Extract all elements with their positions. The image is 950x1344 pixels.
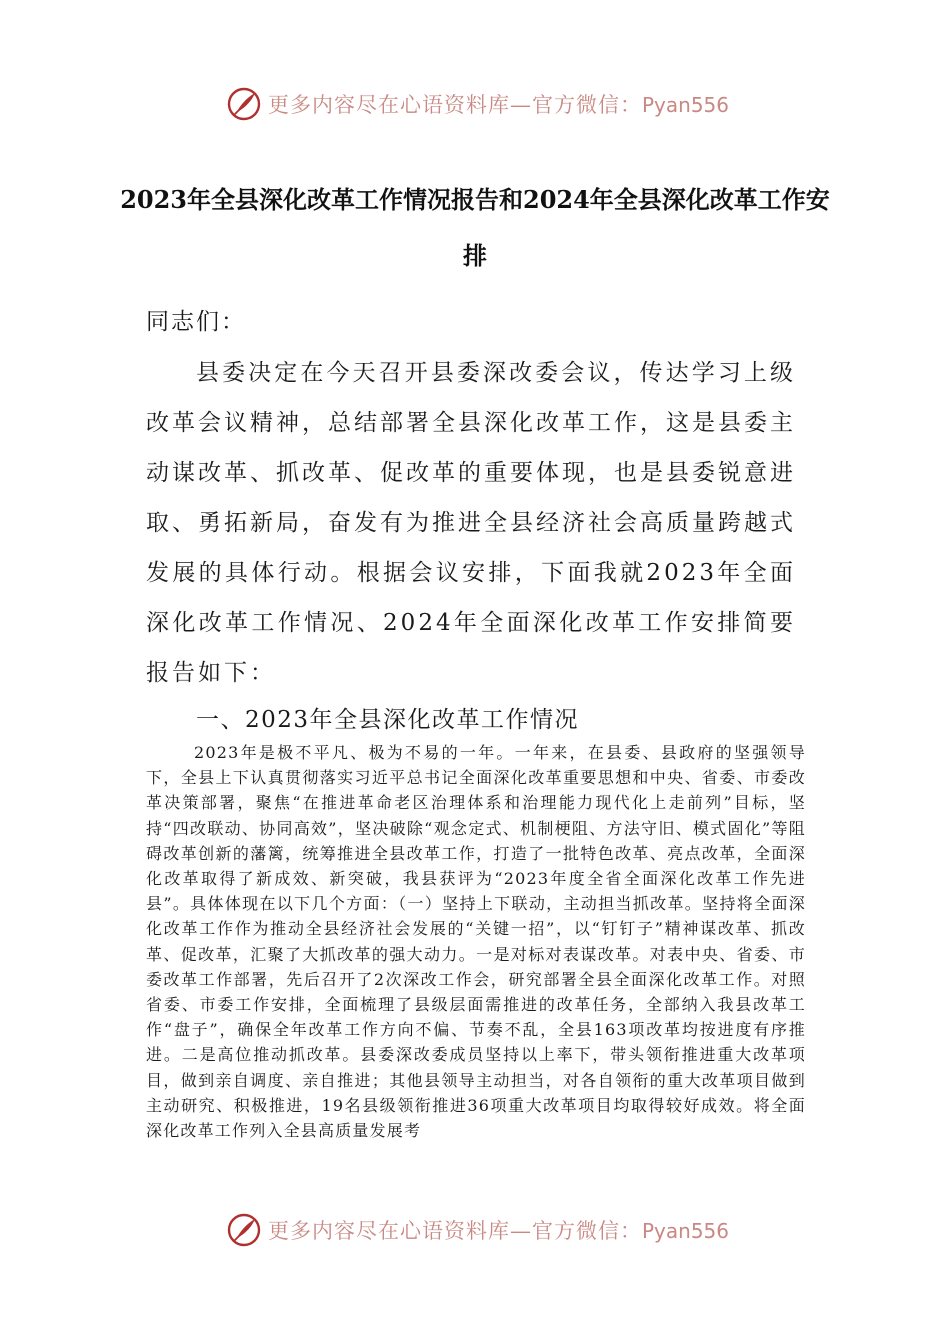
- watermark-text: 更多内容尽在心语资料库—官方微信：Pyan556: [268, 1219, 730, 1243]
- intro-paragraph: 县委决定在今天召开县委深改委会议，传达学习上级改革会议精神，总结部署全县深化改革工作，这是县委主动谋改革、抓改革、促改革的重要体现，也是县委锐意进取、勇拓新局，奋发有为推进全县经济社会高质量跨越式发展的具体行动。根据会议安排，下面我就2023年全面深化改革工作情况、2024年全面深化改革工作安排简要报告如下：: [146, 360, 796, 686]
- wechat-id: Pyan556: [642, 93, 730, 117]
- section-heading: 一、2023年全县深化改革工作情况: [196, 707, 580, 733]
- watermark-text: 更多内容尽在心语资料库—官方微信：Pyan556: [268, 93, 730, 117]
- watermark-banner-top: [226, 84, 746, 124]
- watermark-banner-bottom: [226, 1210, 746, 1250]
- document-title: 2023年全县深化改革工作情况报告和2024年全县深化改革工作安排: [120, 185, 830, 270]
- wechat-id: Pyan556: [642, 1219, 730, 1243]
- greeting: 同志们：: [146, 309, 246, 335]
- quill-feather-icon: [226, 1212, 262, 1248]
- body-paragraph: 2023年是极不平凡、极为不易的一年。一年来，在县委、县政府的坚强领导下，全县上下认真贯彻落实习近平总书记全面深化改革重要思想和中央、省委、市委改革决策部署，聚焦“在推进革命老区治理体系和治理能力现代化上走前列”目标，坚持“四改联动、协同高效”，坚决破除“观念定式、机制梗阻、方法守旧、模式固化”等阻碍改革创新的藩篱，统筹推进全县改革工作，打造了一批特色改革、亮点改革，全面深化改革取得了新成效、新突破，我县获评为“2023年度全省全面深化改革工作先进县”。具体体现在以下几个方面：（一）坚持上下联动，主动担当抓改革。坚持将全面深化改革工作作为推动全县经济社会发展的“关键一招”，以“钉钉子”精神谋改革、抓改革、促改革，汇聚了大抓改革的强大动力。一是对标对表谋改革。对表中央、省委、市委改革工作部署，先后召开了2次深改工作会，研究部署全县全面深化改革工作。对照省委、市委工作安排，全面梳理了县级层面需推进的改革任务，全部纳入我县改革工作“盘子”，确保全年改革工作方向不偏、节奏不乱，全县163项改革均按进度有序推进。二是高位推动抓改革。县委深改委成员坚持以上率下，带头领衔推进重大改革项目，做到亲自调度、亲自推进；其他县领导主动担当，对各自领衔的重大改革项目做到主动研究、积极推进，19名县级领衔推进36项重大改革项目均取得较好成效。将全面深化改革工作列入全县高质量发展考: [146, 743, 806, 1141]
- quill-feather-icon: [226, 86, 262, 122]
